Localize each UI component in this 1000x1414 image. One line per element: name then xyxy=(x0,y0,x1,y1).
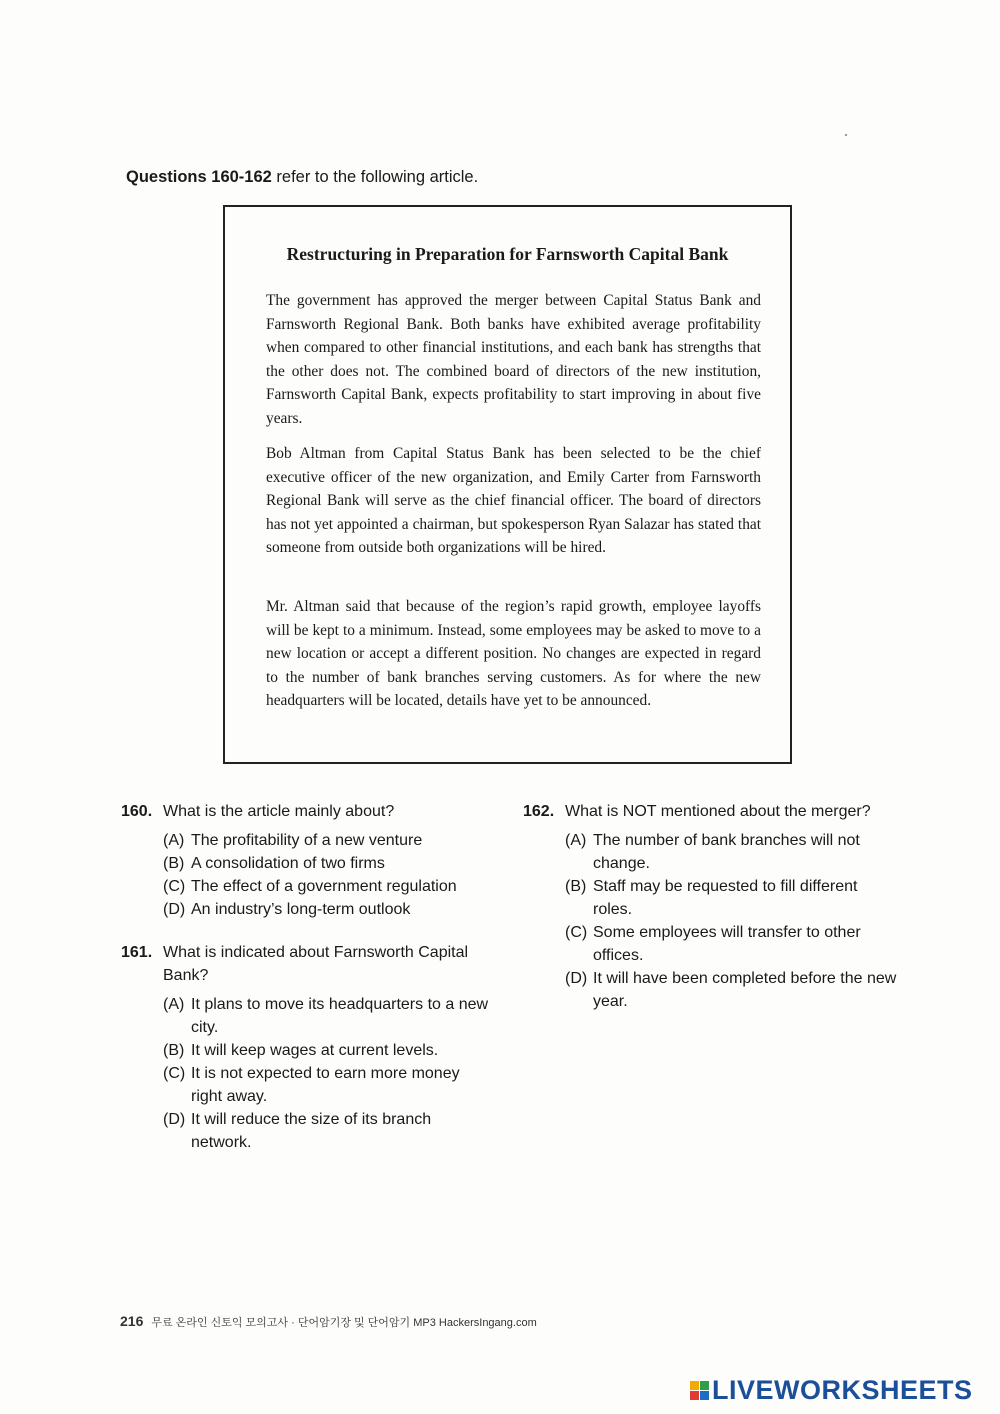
answer-option-a[interactable] xyxy=(565,829,898,875)
liveworksheets-logo-icon xyxy=(690,1381,709,1400)
option-label: (D) xyxy=(163,901,186,918)
option-label: (B) xyxy=(163,1042,185,1059)
question-162 xyxy=(523,800,898,1013)
option-text: An industry’s long-term outlook xyxy=(191,901,411,918)
footer-text: 무료 온라인 신토익 모의고사 · 단어암기장 및 단어암기 MP3 HackersIngang.com xyxy=(151,1317,537,1329)
answer-option-d[interactable] xyxy=(163,898,501,921)
question-text: What is NOT mentioned about the merger? xyxy=(565,803,871,820)
article-box xyxy=(223,205,792,764)
answer-option-b[interactable] xyxy=(163,1039,491,1062)
article-paragraph-2: Bob Altman from Capital Status Bank has been selected to be the chief executive officer of the new organization, and Emily Carter from Farnsworth Regional Bank will serve as the chief financial officer. The board of directors has not yet appointed a chairman, but spokesperson Ryan Salazar has stated that someone from outside both organizations will be hired. xyxy=(266,445,761,556)
option-text: A consolidation of two firms xyxy=(191,855,385,872)
logo-square xyxy=(700,1381,709,1390)
question-text: What is indicated about Farnsworth Capital Bank? xyxy=(163,944,469,984)
answer-option-d[interactable] xyxy=(163,1108,491,1154)
logo-square xyxy=(690,1391,699,1400)
answer-option-b[interactable] xyxy=(565,875,898,921)
option-text: Staff may be requested to fill different roles. xyxy=(593,878,858,918)
option-label: (A) xyxy=(565,832,587,849)
option-label: (D) xyxy=(565,970,588,987)
option-label: (B) xyxy=(565,878,587,895)
answer-option-b[interactable] xyxy=(163,852,501,875)
questions-intro xyxy=(126,168,478,187)
logo-square xyxy=(700,1391,709,1400)
answer-option-c[interactable] xyxy=(565,921,898,967)
liveworksheets-brand[interactable] xyxy=(690,1375,973,1406)
questions-range: Questions 160-162 xyxy=(126,168,272,186)
question-text: What is the article mainly about? xyxy=(163,803,395,820)
answer-option-c[interactable] xyxy=(163,875,501,898)
option-text: The effect of a government regulation xyxy=(191,878,457,895)
option-text: The profitability of a new venture xyxy=(191,832,423,849)
intro-text: refer to the following article. xyxy=(271,168,479,186)
option-label: (D) xyxy=(163,1111,186,1128)
logo-square xyxy=(690,1381,699,1390)
question-161 xyxy=(121,941,491,1154)
question-number: 160. xyxy=(121,803,153,820)
option-text: Some employees will transfer to other offices. xyxy=(593,924,861,964)
question-number: 161. xyxy=(121,944,153,961)
option-text: It will reduce the size of its branch network. xyxy=(191,1111,432,1151)
page-number: 216 xyxy=(120,1313,144,1329)
article-paragraph-1: The government has approved the merger between Capital Status Bank and Farnsworth Regional Bank. Both banks have exhibited average profitability when compared to other financial institutions, and each bank has strengths that the other does not. The combined board of directors of the new institution, Farnsworth Capital Bank, expects profitability to start improving in about five years. xyxy=(266,292,761,427)
answer-option-d[interactable] xyxy=(565,967,898,1013)
option-label: (A) xyxy=(163,996,185,1013)
answer-option-c[interactable] xyxy=(163,1062,491,1108)
question-160 xyxy=(121,800,501,921)
option-label: (A) xyxy=(163,832,185,849)
brand-text: LIVEWORKSHEETS xyxy=(712,1375,973,1405)
question-number: 162. xyxy=(523,803,555,820)
option-text: The number of bank branches will not change. xyxy=(593,832,860,872)
answer-option-a[interactable] xyxy=(163,829,501,852)
option-label: (C) xyxy=(565,924,588,941)
page-footer xyxy=(120,1313,537,1330)
option-label: (C) xyxy=(163,1065,186,1082)
option-text: It will have been completed before the new year. xyxy=(593,970,897,1010)
option-label: (C) xyxy=(163,878,186,895)
option-text: It plans to move its headquarters to a new city. xyxy=(191,996,489,1036)
option-text: It will keep wages at current levels. xyxy=(191,1042,439,1059)
option-text: It is not expected to earn more money right away. xyxy=(191,1065,460,1105)
scan-speck xyxy=(845,134,847,136)
article-title: Restructuring in Preparation for Farnsworth Capital Bank xyxy=(286,244,729,264)
article-paragraph-3: Mr. Altman said that because of the region’s rapid growth, employee layoffs will be kept to a minimum. Instead, some employees may be asked to move to a new location or accept a different position. No changes are expected in regard to the number of bank branches serving customers. As for where the new headquarters will be located, details have yet to be announced. xyxy=(266,598,761,709)
option-label: (B) xyxy=(163,855,185,872)
answer-option-a[interactable] xyxy=(163,993,491,1039)
